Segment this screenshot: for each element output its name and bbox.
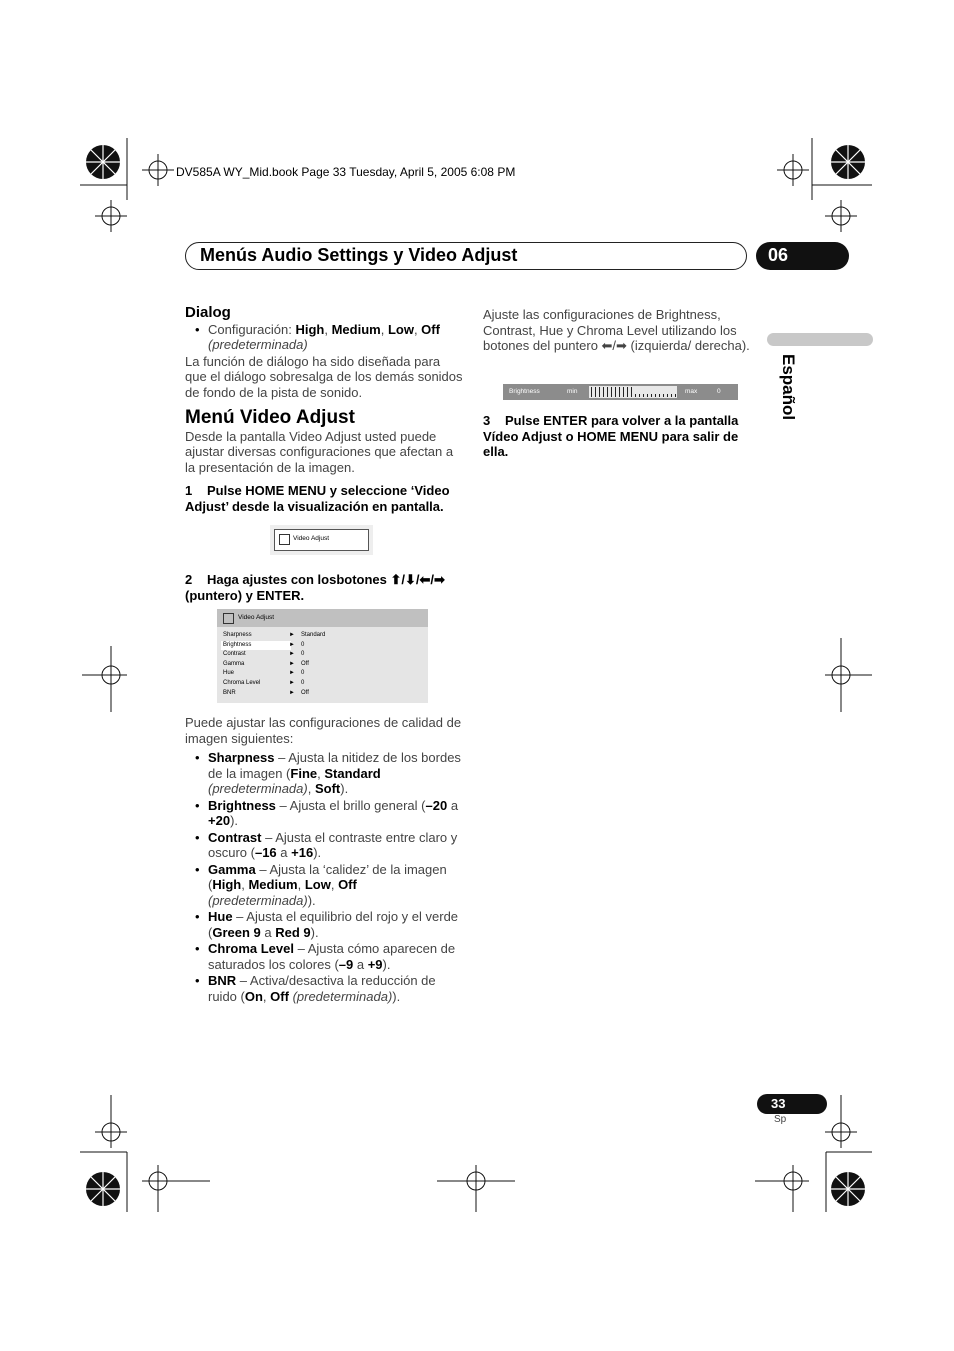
osd-video-adjust-menu <box>217 609 428 703</box>
osd-row-value: Off <box>301 660 309 667</box>
bullet-name: Hue <box>208 909 233 924</box>
bullet-hi: +16 <box>291 845 314 860</box>
osd-row-label: Brightness <box>223 641 252 648</box>
video-adjust-heading: Menú Video Adjust <box>185 407 355 428</box>
bullet-name: BNR <box>208 973 237 988</box>
brightness-tick <box>619 387 620 397</box>
bullet-to: a <box>260 924 276 940</box>
language-label <box>778 354 798 434</box>
brightness-tick <box>647 394 648 397</box>
opt-low: Low <box>387 321 414 337</box>
bullet-lo: –20 <box>425 797 448 813</box>
osd-row-label: Gamma <box>223 660 245 667</box>
osd-menu-header <box>217 609 428 627</box>
brightness-tick <box>639 394 640 397</box>
brightness-tick <box>623 387 624 397</box>
brightness-tick <box>643 394 644 397</box>
options-block <box>185 715 463 1005</box>
osd-row-value: Standard <box>301 632 326 638</box>
bullet-hi: Red 9 <box>275 924 311 940</box>
brightness-tick <box>611 387 612 397</box>
step-3-number: 3 <box>483 413 491 428</box>
bullet-name: Chroma Level <box>208 941 294 956</box>
bullet-opt: Medium <box>248 877 298 892</box>
step-2-text: Haga ajustes con losbotones ⬆/⬇/⬅/➡ (puntero) y ENTER. <box>185 572 445 603</box>
right-column <box>483 307 753 358</box>
chapter-number: 06 <box>768 245 789 265</box>
step-2 <box>185 572 463 603</box>
bullet-gamma: • Gamma – Ajusta la ‘calidez’ de la imagen (High, Medium, Low, Off (predeterminada)). <box>185 862 463 909</box>
osd-menu-row <box>221 641 424 650</box>
bullet-opt: Off <box>270 988 289 1004</box>
osd-row-label: Sharpness <box>223 632 252 638</box>
osd-menu-row <box>221 679 424 688</box>
step-1-text: Pulse HOME MENU y seleccione ‘Video Adjust’ desde la visualización en pantalla. <box>185 483 450 514</box>
osd-row-label: BNR <box>223 689 236 696</box>
page-number: 33 <box>771 1096 786 1111</box>
brightness-tick <box>667 394 668 397</box>
bullet-chroma-level <box>185 941 463 972</box>
video-adjust-icon <box>223 613 234 624</box>
bullet-opt: Off <box>338 877 357 892</box>
bullet-desc: – Ajusta el brillo general ( <box>275 797 426 813</box>
opt-medium: Medium <box>331 321 381 337</box>
video-adjust-intro: Desde la pantalla Video Adjust usted puede ajustar diversas configuraciones que afectan a la presentación de la imagen. <box>185 428 454 475</box>
bullet-opt: Soft <box>314 781 341 796</box>
osd-row-arrow: ► <box>289 651 295 658</box>
osd-menu-row <box>221 650 424 659</box>
brightness-min: min <box>567 388 578 395</box>
bullet-brightness <box>185 798 463 829</box>
bullet-end: ). <box>340 781 349 796</box>
brightness-tick <box>675 394 676 397</box>
brightness-tick <box>591 387 592 397</box>
step-1 <box>185 483 463 514</box>
bullet-default: (predeterminada) <box>208 781 308 796</box>
bullet-sharpness: • Sharpness – Ajusta la nitidez de los bordes de la imagen (Fine, Standard (predeterminada), Soft). <box>185 750 463 797</box>
brightness-tick <box>607 387 608 397</box>
language-label-text: Español <box>779 354 798 421</box>
brightness-osd-bar <box>503 384 738 400</box>
osd-menu-row <box>221 689 424 698</box>
brightness-tick <box>663 394 664 397</box>
osd-row-value: 0 <box>301 670 305 677</box>
bullet-end: ). <box>313 845 322 860</box>
left-column <box>185 305 463 520</box>
video-adjust-icon <box>279 534 290 545</box>
dialog-heading: Dialog <box>185 304 231 321</box>
bullet-bnr: • BNR – Activa/desactiva la reducción de ruido (On, Off (predeterminada)). <box>185 973 463 1004</box>
bullet-name: Sharpness <box>208 750 275 765</box>
bullet-opt: Standard <box>324 765 381 781</box>
chapter-badge <box>756 242 849 270</box>
bullet-desc: – Ajusta la nitidez de los bordes de la imagen ( <box>208 750 461 781</box>
brightness-tick <box>655 394 656 397</box>
bullet-default: (predeterminada) <box>208 892 308 908</box>
bullet-to: a <box>353 956 368 972</box>
opt-high: High <box>295 321 325 337</box>
step-3-text: Pulse ENTER para volver a la pantalla Vídeo Adjust o HOME MENU para salir de ella. <box>483 413 739 459</box>
osd-row-label: Hue <box>223 670 235 677</box>
osd-row-label: Chroma Level <box>223 680 261 686</box>
bullet-desc: – Ajusta el equilibrio del rojo y el verde ( <box>208 909 459 940</box>
brightness-tick <box>659 394 660 397</box>
osd-row-arrow: ► <box>289 680 295 686</box>
brightness-tick <box>599 387 600 397</box>
bullet-end: ). <box>310 924 319 940</box>
bullet-name: Brightness <box>208 797 276 813</box>
bullet-to: a <box>276 845 292 860</box>
bullet-contrast <box>185 830 463 861</box>
bullet-name: Gamma <box>208 861 256 877</box>
section-title: Menús Audio Settings y Video Adjust <box>200 245 518 265</box>
bullet-desc: – Ajusta la ‘calidez’ de la imagen ( <box>208 861 447 892</box>
dialog-description: La función de diálogo ha sido diseñada para que el diálogo sobresalga de los demás sonidos de fondo de la pista de sonido. <box>185 353 463 400</box>
bullet-end: ). <box>392 988 401 1004</box>
bullet-hi: +9 <box>367 956 383 972</box>
brightness-level-scale <box>589 386 677 398</box>
bullet-lo: –9 <box>338 956 354 972</box>
brightness-tick <box>635 394 636 397</box>
print-header: DV585A WY_Mid.book Page 33 Tuesday, April 5, 2005 6:08 PM <box>176 165 516 179</box>
setting-prefix: Configuración: <box>208 321 296 337</box>
step-3-block <box>483 405 753 466</box>
brightness-tick <box>671 394 672 397</box>
default-note: (predeterminada) <box>208 337 308 352</box>
bullet-desc: – Ajusta el contraste entre claro y oscuro ( <box>208 829 458 860</box>
osd-row-value: 0 <box>301 651 305 658</box>
bullet-end: ). <box>307 892 316 908</box>
brightness-tick <box>595 387 596 397</box>
brightness-tick <box>651 394 652 397</box>
adjust-intro: Ajuste las configuraciones de Brightness, Contrast, Hue y Chroma Level utilizando los botones del puntero ⬅/➡ (izquierda/ derecha). <box>483 307 750 353</box>
osd-row-arrow: ► <box>289 670 295 677</box>
step-2-number: 2 <box>185 572 193 587</box>
osd-video-adjust-button <box>274 529 369 551</box>
bullet-lo: –16 <box>254 845 277 860</box>
osd-menu-row <box>221 631 424 640</box>
bullet-to: a <box>447 797 459 813</box>
osd-menu-row <box>221 660 424 669</box>
brightness-tick <box>615 387 616 397</box>
bullet-desc: – Ajusta cómo aparecen de saturados los colores ( <box>208 941 456 972</box>
osd-row-arrow: ► <box>289 660 295 667</box>
osd-row-label: Contrast <box>223 651 246 658</box>
dialog-settings: • Configuración: High, Medium, Low, Off (predeterminada) <box>185 322 463 353</box>
opt-off: Off <box>421 321 440 337</box>
osd-menu-row <box>221 669 424 678</box>
step-2-block <box>185 564 463 609</box>
osd-menu-title: Video Adjust <box>238 614 275 621</box>
brightness-label: Brightness <box>509 388 540 395</box>
bullet-end: ). <box>382 956 391 972</box>
bullet-hue <box>185 909 463 940</box>
step-3 <box>483 413 753 460</box>
osd-small-label: Video Adjust <box>293 535 330 542</box>
osd-row-arrow: ► <box>289 632 295 638</box>
osd-row-arrow: ► <box>289 641 295 648</box>
bullet-lo: Green 9 <box>212 924 261 940</box>
page-language: Sp <box>774 1114 787 1125</box>
brightness-value: 0 <box>717 388 721 395</box>
osd-row-value: 0 <box>301 680 305 686</box>
osd-row-value: 0 <box>301 641 305 648</box>
bullet-end: ). <box>230 813 239 828</box>
brightness-tick <box>631 387 632 397</box>
bullet-hi: +20 <box>208 813 231 828</box>
bullet-desc: – Activa/desactiva la reducción de ruido ( <box>208 973 436 1004</box>
bullet-opt: On <box>244 988 263 1004</box>
bullet-default: (predeterminada) <box>292 988 393 1004</box>
brightness-tick <box>627 387 628 397</box>
language-tab <box>767 333 873 346</box>
step-1-number: 1 <box>185 483 193 498</box>
page-number-badge <box>757 1094 827 1114</box>
bullet-opt: Fine <box>290 765 318 781</box>
section-title-bar <box>185 242 747 270</box>
bullet-name: Contrast <box>208 829 262 845</box>
brightness-tick <box>603 387 604 397</box>
bullet-opt: High <box>212 877 242 892</box>
osd-row-value: Off <box>301 689 309 696</box>
bullet-opt: Low <box>304 877 331 892</box>
options-intro: Puede ajustar las configuraciones de calidad de imagen siguientes: <box>185 715 462 746</box>
brightness-max: max <box>685 388 698 395</box>
osd-row-arrow: ► <box>289 689 295 696</box>
